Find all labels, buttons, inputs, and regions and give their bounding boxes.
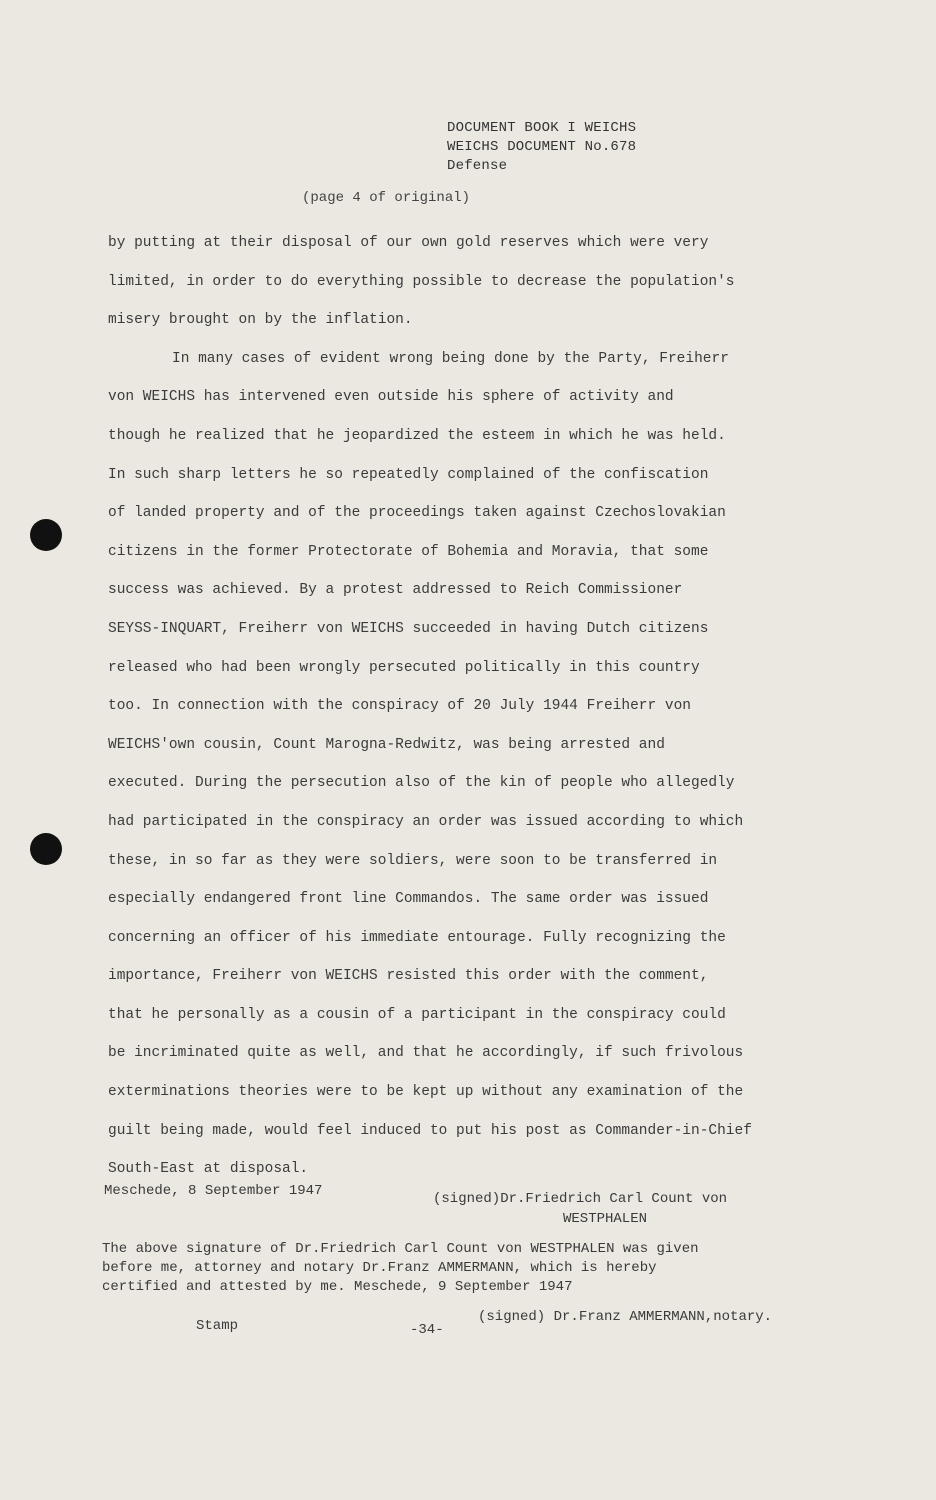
body-line: In such sharp letters he so repeatedly complained of the confiscation <box>108 466 709 483</box>
body-line: be incriminated quite as well, and that he accordingly, if such frivolous <box>108 1045 744 1062</box>
body-line: WEICHS'own cousin, Count Marogna-Redwitz, was being arrested and <box>108 736 665 753</box>
body-line: limited, in order to do everything possible to decrease the population's <box>108 273 735 290</box>
certification-line: certified and attested by me. Meschede, 9 September 1947 <box>102 1279 573 1295</box>
body-line: that he personally as a cousin of a participant in the conspiracy could <box>108 1006 726 1023</box>
body-line: especially endangered front line Commandos. The same order was issued <box>108 891 709 908</box>
punch-hole-top <box>30 519 62 551</box>
body-line: these, in so far as they were soldiers, were soon to be transferred in <box>108 852 718 869</box>
signature-line-2: WESTPHALEN <box>563 1211 648 1227</box>
signature-block <box>433 1189 727 1229</box>
body-line: guilt being made, would feel induced to put his post as Commander-in-Chief <box>108 1122 752 1139</box>
punch-hole-bottom <box>30 833 62 865</box>
body-line: by putting at their disposal of our own gold reserves which were very <box>108 235 709 251</box>
document-header <box>447 119 636 176</box>
stamp-label: Stamp <box>196 1318 239 1334</box>
body-line: exterminations theories were to be kept up without any examination of the <box>108 1084 744 1101</box>
body-line: executed. During the persecution also of the kin of people who allegedly <box>108 775 735 792</box>
body-line: von WEICHS has intervened even outside his sphere of activity and <box>108 389 674 406</box>
place-date: Meschede, 8 September 1947 <box>104 1183 323 1199</box>
notary-certification <box>102 1240 802 1297</box>
body-line: though he realized that he jeopardized the esteem in which he was held. <box>108 427 726 444</box>
certification-line: The above signature of Dr.Friedrich Carl Count von WESTPHALEN was given <box>102 1241 699 1257</box>
body-line: misery brought on by the inflation. <box>108 312 413 329</box>
page-of-original-note: (page 4 of original) <box>302 190 471 206</box>
header-line-2: WEICHS DOCUMENT No.678 <box>447 139 637 155</box>
signature-line-1: (signed)Dr.Friedrich Carl Count von <box>433 1191 728 1207</box>
body-line: In many cases of evident wrong being done by the Party, Freiherr <box>172 350 729 367</box>
notary-signature: (signed) Dr.Franz AMMERMANN,notary. <box>478 1309 773 1325</box>
body-line: SEYSS-INQUART, Freiherr von WEICHS succeeded in having Dutch citizens <box>108 620 709 637</box>
body-line: South-East at disposal. <box>108 1161 309 1178</box>
body-line: success was achieved. By a protest addressed to Reich Commissioner <box>108 582 683 599</box>
certification-line: before me, attorney and notary Dr.Franz AMMERMANN, which is hereby <box>102 1260 657 1276</box>
page-number: -34- <box>410 1322 444 1338</box>
header-line-1: DOCUMENT BOOK I WEICHS <box>447 120 637 136</box>
body-line: importance, Freiherr von WEICHS resisted this order with the comment, <box>108 968 709 985</box>
body-line: had participated in the conspiracy an order was issued according to which <box>108 813 744 830</box>
header-line-3: Defense <box>447 158 508 174</box>
body-line: of landed property and of the proceedings taken against Czechoslovakian <box>108 505 726 522</box>
body-line: concerning an officer of his immediate entourage. Fully recognizing the <box>108 929 726 946</box>
body-line: released who had been wrongly persecuted politically in this country <box>108 659 700 676</box>
body-text <box>108 224 820 1189</box>
body-line: too. In connection with the conspiracy of 20 July 1944 Freiherr von <box>108 698 691 715</box>
body-line: citizens in the former Protectorate of Bohemia and Moravia, that some <box>108 543 709 560</box>
